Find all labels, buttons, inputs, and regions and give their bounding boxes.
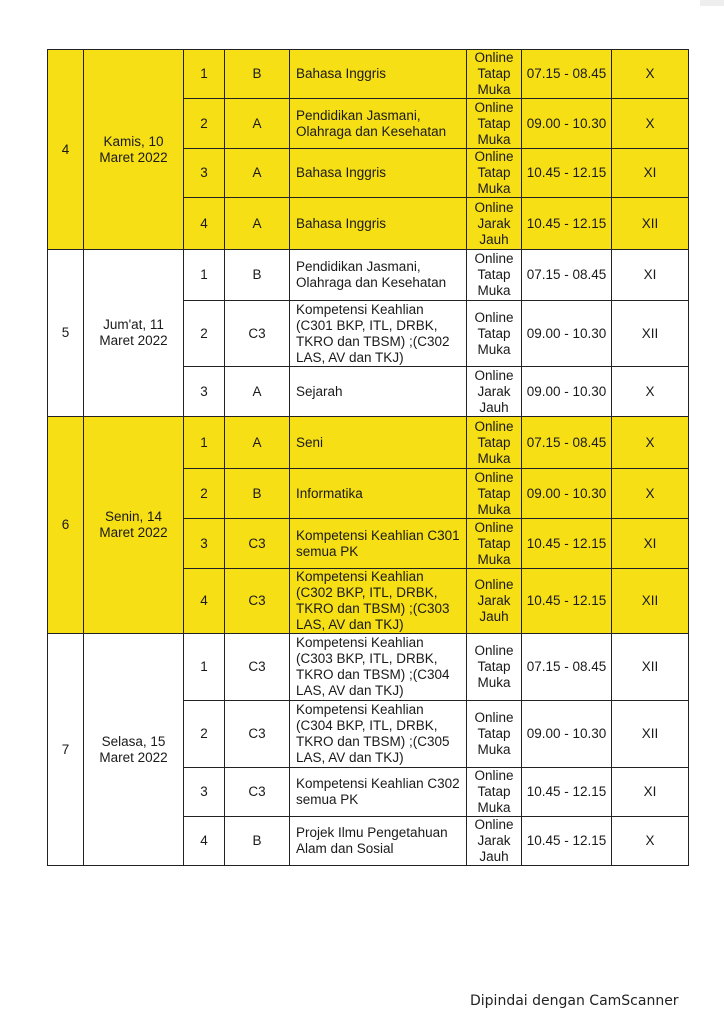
- time-range: 10.45 - 12.15: [522, 198, 612, 250]
- class-level: X: [612, 469, 689, 519]
- schedule-body: [48, 50, 689, 866]
- period-number: 3: [184, 367, 225, 417]
- period-number: 2: [184, 701, 225, 768]
- session-code: C3: [225, 768, 290, 817]
- subject-name: Kompetensi Keahlian (C301 BKP, ITL, DRBK, TKRO dan TBSM) ;(C302 LAS, AV dan TKJ): [290, 301, 467, 367]
- period-number: 2: [184, 99, 225, 149]
- learning-mode: Online Tatap Muka: [467, 469, 522, 519]
- day-number: 4: [48, 50, 84, 250]
- period-number: 3: [184, 519, 225, 569]
- subject-name: Pendidikan Jasmani, Olahraga dan Kesehatan: [290, 99, 467, 149]
- subject-name: Kompetensi Keahlian (C303 BKP, ITL, DRBK, TKRO dan TBSM) ;(C304 LAS, AV dan TKJ): [290, 634, 467, 701]
- period-number: 3: [184, 149, 225, 198]
- learning-mode: Online Tatap Muka: [467, 701, 522, 768]
- class-level: XII: [612, 301, 689, 367]
- period-number: 4: [184, 569, 225, 634]
- session-code: A: [225, 417, 290, 469]
- schedule-table: [47, 49, 689, 866]
- time-range: 10.45 - 12.15: [522, 149, 612, 198]
- learning-mode: Online Jarak Jauh: [467, 569, 522, 634]
- learning-mode: Online Jarak Jauh: [467, 817, 522, 866]
- subject-name: Bahasa Inggris: [290, 50, 467, 99]
- schedule-row: [48, 634, 689, 701]
- session-code: C3: [225, 301, 290, 367]
- learning-mode: Online Tatap Muka: [467, 768, 522, 817]
- day-number: 5: [48, 250, 84, 417]
- session-code: B: [225, 50, 290, 99]
- time-range: 07.15 - 08.45: [522, 50, 612, 99]
- class-level: XII: [612, 634, 689, 701]
- subject-name: Bahasa Inggris: [290, 198, 467, 250]
- time-range: 07.15 - 08.45: [522, 250, 612, 301]
- session-code: A: [225, 198, 290, 250]
- session-code: B: [225, 250, 290, 301]
- session-code: C3: [225, 701, 290, 768]
- day-number: 7: [48, 634, 84, 866]
- class-level: XI: [612, 768, 689, 817]
- period-number: 1: [184, 634, 225, 701]
- subject-name: Kompetensi Keahlian (C304 BKP, ITL, DRBK, TKRO dan TBSM) ;(C305 LAS, AV dan TKJ): [290, 701, 467, 768]
- session-code: C3: [225, 569, 290, 634]
- subject-name: Kompetensi Keahlian C302 semua PK: [290, 768, 467, 817]
- scan-corner-shading: [700, 0, 724, 6]
- period-number: 1: [184, 50, 225, 99]
- day-date: Kamis, 10 Maret 2022: [84, 50, 184, 250]
- time-range: 09.00 - 10.30: [522, 469, 612, 519]
- session-code: B: [225, 817, 290, 866]
- class-level: X: [612, 817, 689, 866]
- learning-mode: Online Tatap Muka: [467, 149, 522, 198]
- day-date: Selasa, 15 Maret 2022: [84, 634, 184, 866]
- time-range: 07.15 - 08.45: [522, 634, 612, 701]
- time-range: 09.00 - 10.30: [522, 367, 612, 417]
- time-range: 10.45 - 12.15: [522, 519, 612, 569]
- class-level: XI: [612, 519, 689, 569]
- subject-name: Informatika: [290, 469, 467, 519]
- learning-mode: Online Jarak Jauh: [467, 198, 522, 250]
- learning-mode: Online Tatap Muka: [467, 634, 522, 701]
- period-number: 2: [184, 469, 225, 519]
- class-level: XI: [612, 149, 689, 198]
- learning-mode: Online Tatap Muka: [467, 519, 522, 569]
- class-level: XII: [612, 198, 689, 250]
- time-range: 07.15 - 08.45: [522, 417, 612, 469]
- subject-name: Kompetensi Keahlian C301 semua PK: [290, 519, 467, 569]
- learning-mode: Online Tatap Muka: [467, 250, 522, 301]
- time-range: 09.00 - 10.30: [522, 301, 612, 367]
- session-code: A: [225, 149, 290, 198]
- time-range: 09.00 - 10.30: [522, 701, 612, 768]
- subject-name: Kompetensi Keahlian (C302 BKP, ITL, DRBK, TKRO dan TBSM) ;(C303 LAS, AV dan TKJ): [290, 569, 467, 634]
- time-range: 09.00 - 10.30: [522, 99, 612, 149]
- time-range: 10.45 - 12.15: [522, 569, 612, 634]
- day-date: Senin, 14 Maret 2022: [84, 417, 184, 634]
- period-number: 1: [184, 417, 225, 469]
- class-level: XI: [612, 250, 689, 301]
- time-range: 10.45 - 12.15: [522, 817, 612, 866]
- period-number: 2: [184, 301, 225, 367]
- class-level: X: [612, 417, 689, 469]
- learning-mode: Online Jarak Jauh: [467, 367, 522, 417]
- class-level: XII: [612, 701, 689, 768]
- learning-mode: Online Tatap Muka: [467, 301, 522, 367]
- period-number: 1: [184, 250, 225, 301]
- subject-name: Sejarah: [290, 367, 467, 417]
- subject-name: Pendidikan Jasmani, Olahraga dan Kesehatan: [290, 250, 467, 301]
- class-level: XII: [612, 569, 689, 634]
- learning-mode: Online Tatap Muka: [467, 99, 522, 149]
- subject-name: Projek Ilmu Pengetahuan Alam dan Sosial: [290, 817, 467, 866]
- class-level: X: [612, 50, 689, 99]
- schedule-row: [48, 50, 689, 99]
- schedule-row: [48, 417, 689, 469]
- day-number: 6: [48, 417, 84, 634]
- class-level: X: [612, 367, 689, 417]
- period-number: 4: [184, 817, 225, 866]
- session-code: C3: [225, 519, 290, 569]
- day-date: Jum'at, 11 Maret 2022: [84, 250, 184, 417]
- session-code: B: [225, 469, 290, 519]
- time-range: 10.45 - 12.15: [522, 768, 612, 817]
- learning-mode: Online Tatap Muka: [467, 50, 522, 99]
- session-code: C3: [225, 634, 290, 701]
- scanner-watermark: Dipindai dengan CamScanner: [470, 993, 679, 1009]
- schedule-row: [48, 250, 689, 301]
- subject-name: Bahasa Inggris: [290, 149, 467, 198]
- session-code: A: [225, 99, 290, 149]
- session-code: A: [225, 367, 290, 417]
- class-level: X: [612, 99, 689, 149]
- subject-name: Seni: [290, 417, 467, 469]
- learning-mode: Online Tatap Muka: [467, 417, 522, 469]
- period-number: 4: [184, 198, 225, 250]
- period-number: 3: [184, 768, 225, 817]
